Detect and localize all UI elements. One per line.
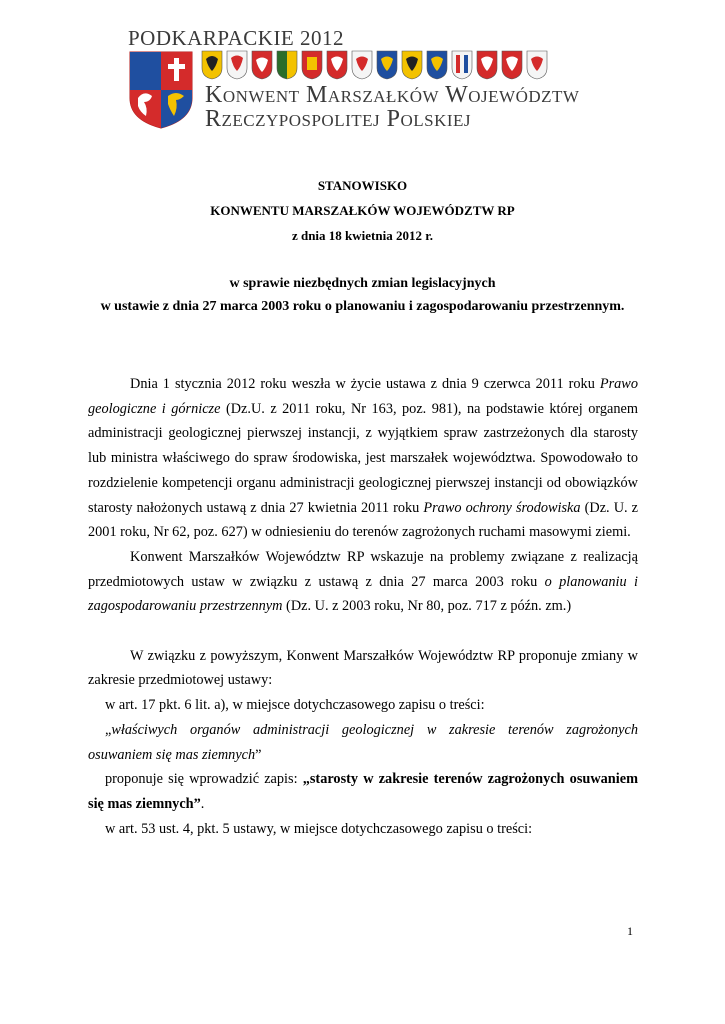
item-1-proposal: proponuje się wprowadzić zapis: „starosty w zakresie terenów zagrożonych osuwaniem się mas ziemnych”. (88, 771, 638, 812)
issuing-body: KONWENTU MARSZAŁKÓW WOJEWÓDZTW RP (210, 203, 515, 218)
document-type: STANOWISKO (317, 178, 408, 193)
convention-name-line2: Rzeczypospolitej Polskiej (205, 106, 472, 132)
shield-icon (426, 50, 448, 80)
shield-icon (526, 50, 548, 80)
page-number: 1 (627, 924, 633, 938)
shield-icon (501, 50, 523, 80)
paragraph-1: Dnia 1 stycznia 2012 roku weszła w życie ustawa z dnia 9 czerwca 2011 roku Prawo geologiczne i górnicze (Dz.U. z 2011 roku, Nr 163, poz. 981), na podstawie której organem administracji geologicznej pierwszej instancji, z wyjątkiem spraw zastrzeżonych dla starosty lub ministra właściwego do spraw środowiska, jest marszałek województwa. Spowodowało to rozdzielenie kompetencji organu administracji geologicznej pierwszej instancji od obowiązków starosty nałożonych ustawą z dnia 27 kwietnia 2011 roku Prawo ochrony środowiska (Dz. U. z 2001 roku, Nr 62, poz. 627) w odniesieniu do terenów zagrożonych ruchami masowymi ziemi. (88, 376, 638, 541)
shield-icon (401, 50, 423, 80)
subject-line-2: w ustawie z dnia 27 marca 2003 roku o planowaniu i zagospodarowaniu przestrzennym. (100, 299, 625, 314)
shield-icon (451, 50, 473, 80)
document-body (88, 372, 638, 841)
event-title: PODKARPACKIE 2012 (128, 26, 345, 50)
letterhead (128, 26, 598, 136)
shield-icon (251, 50, 273, 80)
item-1-current-text: „właściwych organów administracji geologicznej w zakresie terenów zagrożonych osuwaniem się mas ziemnych” (88, 721, 638, 763)
shield-icon (301, 50, 323, 80)
convention-name-line1: Konwent Marszałków Województw (205, 82, 580, 108)
shield-icon (376, 50, 398, 80)
shield-icon (226, 50, 248, 80)
shield-icon (351, 50, 373, 80)
shield-icon (476, 50, 498, 80)
paragraph-3: W związku z powyższym, Konwent Marszałków Województw RP proponuje zmiany w zakresie przedmiotowej ustawy: (88, 647, 638, 689)
shield-icon (326, 50, 348, 80)
shield-icon (201, 50, 223, 80)
convention-name (205, 83, 579, 131)
paragraph-2: Konwent Marszałków Województw RP wskazuje na problemy związane z realizacją przedmiotowych ustaw w związku z ustawą z dnia 27 marca 2003 roku o planowaniu i zagospodarowaniu przestrzennym (Dz. U. z 2003 roku, Nr 80, poz. 717 z późn. zm.) (88, 548, 638, 615)
item-2-reference: w art. 53 ust. 4, pkt. 5 ustawy, w miejsce dotychczasowego zapisu o treści: (105, 820, 533, 837)
item-1-reference: w art. 17 pkt. 6 lit. a), w miejsce dotychczasowego zapisu o treści: (105, 697, 485, 714)
document-date: z dnia 18 kwietnia 2012 r. (291, 228, 434, 243)
podkarpackie-coat-of-arms-icon (128, 50, 194, 130)
subject-line-1: w sprawie niezbędnych zmian legislacyjnych (229, 276, 496, 291)
shield-icon (276, 50, 298, 80)
